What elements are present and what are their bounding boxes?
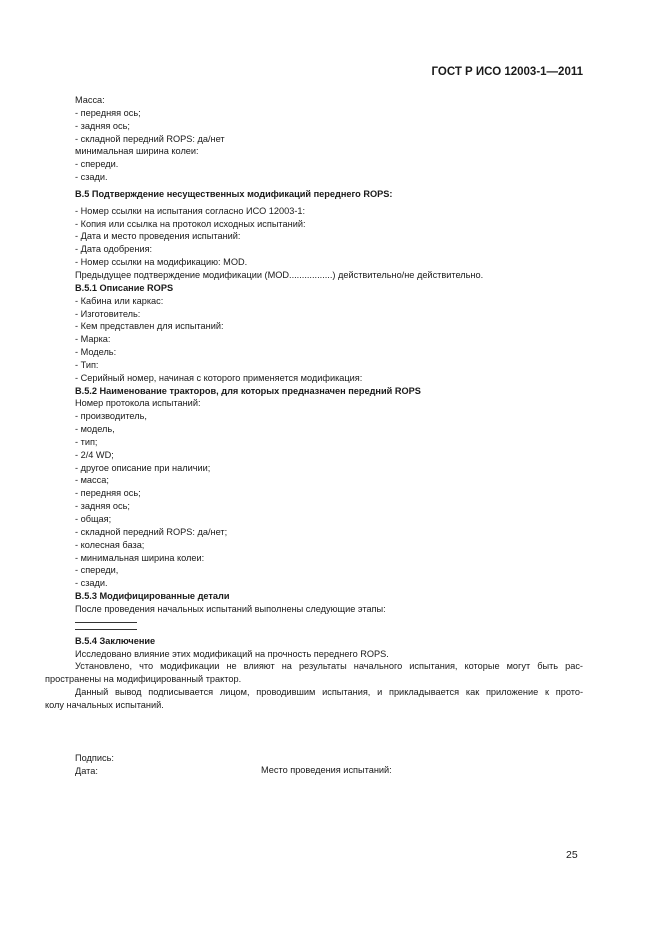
signature-block	[75, 752, 114, 778]
list-item: - Кем представлен для испытаний:	[75, 321, 224, 332]
paragraph-line: Данный вывод подписывается лицом, проводившим испытания, и прикладывается как приложение к прото-	[75, 687, 583, 698]
list-item: - масса;	[75, 475, 109, 486]
section-heading-b52: В.5.2 Наименование тракторов, для которых предназначен передний ROPS	[75, 385, 421, 396]
list-item: - сзади.	[75, 578, 108, 589]
list-item: - производитель,	[75, 411, 147, 422]
list-item: - Номер ссылки на модификацию: MOD.	[75, 257, 248, 268]
list-item: - Марка:	[75, 334, 111, 345]
section-heading-b54: В.5.4 Заключение	[75, 635, 156, 646]
list-item: - Дата и место проведения испытаний:	[75, 231, 241, 242]
paragraph-line: колу начальных испытаний.	[45, 699, 164, 710]
list-item: - Изготовитель:	[75, 308, 141, 319]
list-item: - другое описание при наличии;	[75, 462, 211, 473]
list-item: - спереди.	[75, 159, 119, 170]
text-line: Масса:	[75, 95, 105, 105]
text-line: Исследовано влияние этих модификаций на прочность переднего ROPS.	[75, 648, 389, 659]
document-code-header: ГОСТ Р ИСО 12003-1—2011	[431, 66, 583, 78]
list-item: - передняя ось;	[75, 107, 141, 118]
list-item: - общая;	[75, 514, 112, 524]
text-line: Предыдущее подтверждение модификации (MOD.................) действительно/не действительно.	[75, 269, 484, 280]
blank-line	[75, 629, 137, 630]
list-item: - передняя ось;	[75, 488, 141, 499]
list-item: - складной передний ROPS: да/нет	[75, 133, 225, 144]
page-number: 25	[566, 849, 578, 861]
list-item: - задняя ось;	[75, 501, 130, 512]
list-item: - тип;	[75, 436, 98, 447]
section-heading-b5: В.5 Подтверждение несущественных модификаций переднего ROPS:	[75, 188, 393, 199]
section-heading-b53: В.5.3 Модифицированные детали	[75, 591, 230, 602]
list-item: - колесная база;	[75, 539, 145, 550]
list-item: - Кабина или каркас:	[75, 295, 164, 306]
text-line: Номер протокола испытаний:	[75, 398, 201, 409]
list-item: - задняя ось;	[75, 120, 130, 131]
text-line: минимальная ширина колеи:	[75, 146, 199, 157]
date-label: Дата:	[75, 766, 98, 776]
signature-label: Подпись:	[75, 753, 114, 763]
list-item: - минимальная ширина колеи:	[75, 552, 205, 563]
list-item: - Копия или ссылка на протокол исходных испытаний:	[75, 218, 306, 229]
list-item: - складной передний ROPS: да/нет;	[75, 526, 228, 537]
list-item: - Номер ссылки на испытания согласно ИСО 12003-1:	[75, 205, 306, 216]
list-item: - модель,	[75, 424, 115, 435]
section-heading-b51: В.5.1 Описание ROPS	[75, 282, 174, 293]
test-place-label: Место проведения испытаний:	[261, 765, 392, 775]
text-line: После проведения начальных испытаний выполнены следующие этапы:	[75, 603, 386, 614]
list-item: - Дата одобрения:	[75, 244, 153, 255]
blank-line	[75, 622, 137, 623]
document-body	[45, 94, 583, 712]
paragraph-line: пространены на модифицированный трактор.	[45, 674, 242, 685]
paragraph-line: Установлено, что модификации не влияют на результаты начального испытания, которые могут быть рас-	[75, 661, 583, 672]
list-item: - сзади.	[75, 172, 108, 183]
list-item: - Тип:	[75, 359, 99, 370]
list-item: - Серийный номер, начиная с которого применяется модификация:	[75, 372, 363, 383]
list-item: - спереди,	[75, 565, 119, 576]
list-item: - 2/4 WD;	[75, 449, 114, 460]
list-item: - Модель:	[75, 347, 117, 358]
